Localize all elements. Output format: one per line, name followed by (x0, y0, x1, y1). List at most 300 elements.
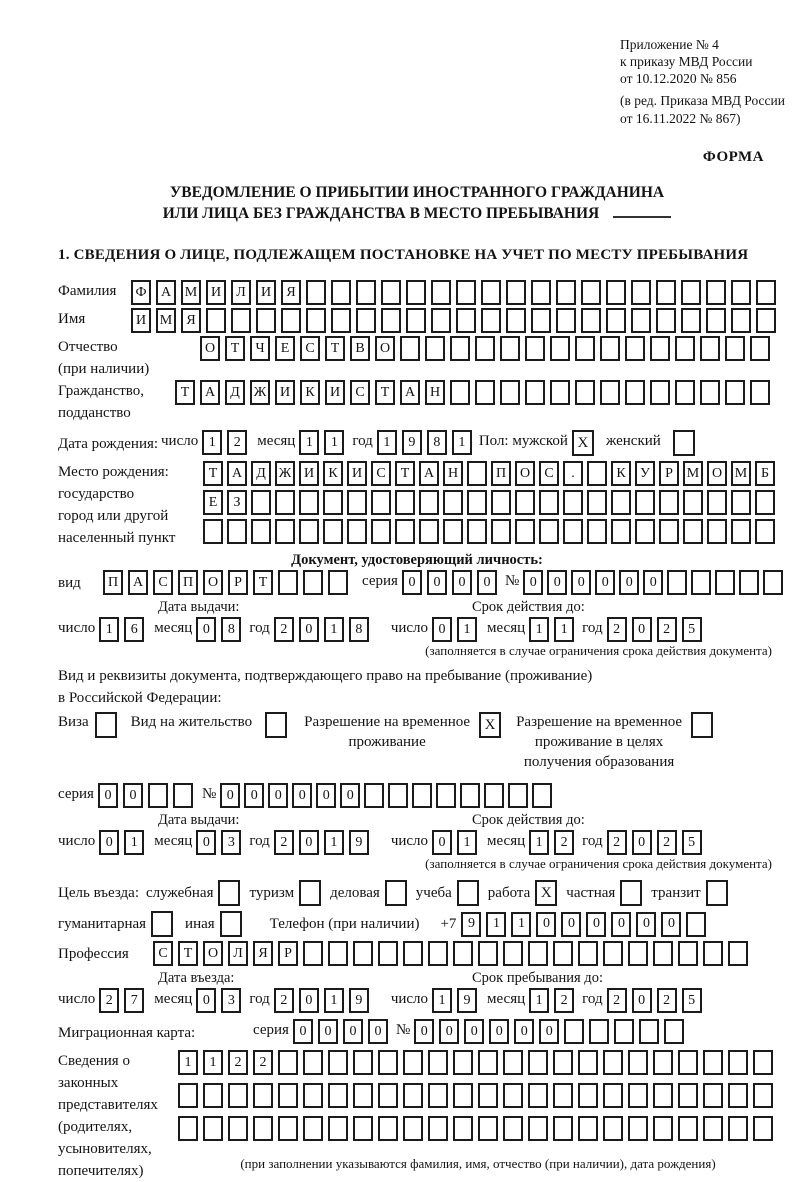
char-box[interactable] (353, 1050, 373, 1075)
char-box[interactable]: 1 (432, 988, 452, 1013)
char-box[interactable] (691, 570, 711, 595)
char-box[interactable]: Д (225, 380, 245, 405)
char-box[interactable] (481, 280, 501, 305)
char-box[interactable] (659, 519, 679, 544)
char-box[interactable] (628, 1116, 648, 1141)
char-box[interactable]: 0 (299, 617, 319, 642)
char-box[interactable] (403, 1083, 423, 1108)
char-box[interactable]: 0 (244, 783, 264, 808)
checkbox-cell[interactable] (95, 712, 117, 738)
char-box[interactable] (678, 1050, 698, 1075)
checkbox-cell[interactable]: X (479, 712, 501, 738)
char-box[interactable]: 2 (228, 1050, 248, 1075)
char-box[interactable]: Т (178, 941, 198, 966)
char-box[interactable] (528, 1083, 548, 1108)
char-box[interactable] (484, 783, 504, 808)
char-box[interactable] (728, 1083, 748, 1108)
char-box[interactable]: 0 (316, 783, 336, 808)
char-box[interactable]: 2 (657, 830, 677, 855)
char-box[interactable]: 1 (324, 617, 344, 642)
char-box[interactable] (628, 941, 648, 966)
checkbox-cell[interactable] (265, 712, 287, 738)
char-box[interactable] (378, 1116, 398, 1141)
char-box[interactable]: 0 (268, 783, 288, 808)
char-box[interactable]: 0 (477, 570, 497, 595)
char-box[interactable] (625, 380, 645, 405)
char-box[interactable] (581, 308, 601, 333)
char-box[interactable] (503, 941, 523, 966)
char-box[interactable] (306, 280, 326, 305)
char-box[interactable] (753, 1083, 773, 1108)
char-box[interactable]: 2 (253, 1050, 273, 1075)
char-box[interactable]: 0 (547, 570, 567, 595)
char-box[interactable] (395, 519, 415, 544)
char-box[interactable]: 9 (349, 988, 369, 1013)
char-box[interactable]: 0 (439, 1019, 459, 1044)
char-box[interactable]: 0 (643, 570, 663, 595)
char-box[interactable]: 1 (452, 430, 472, 455)
char-box[interactable]: 0 (196, 988, 216, 1013)
char-box[interactable]: 0 (661, 912, 681, 937)
char-box[interactable] (203, 1083, 223, 1108)
char-box[interactable] (306, 308, 326, 333)
char-box[interactable] (528, 941, 548, 966)
char-box[interactable] (428, 1083, 448, 1108)
char-box[interactable]: А (227, 461, 247, 486)
char-box[interactable] (650, 336, 670, 361)
char-box[interactable] (491, 519, 511, 544)
char-box[interactable] (481, 308, 501, 333)
char-box[interactable] (431, 280, 451, 305)
char-box[interactable]: 6 (124, 617, 144, 642)
char-box[interactable]: О (203, 570, 223, 595)
char-box[interactable]: 0 (196, 830, 216, 855)
char-box[interactable] (251, 490, 271, 515)
char-box[interactable]: 0 (427, 570, 447, 595)
char-box[interactable] (600, 380, 620, 405)
char-box[interactable]: П (491, 461, 511, 486)
char-box[interactable]: 1 (324, 430, 344, 455)
char-box[interactable] (678, 1116, 698, 1141)
char-box[interactable] (750, 380, 770, 405)
char-box[interactable]: У (635, 461, 655, 486)
char-box[interactable] (203, 1116, 223, 1141)
char-box[interactable]: И (131, 308, 151, 333)
char-box[interactable] (628, 1050, 648, 1075)
char-box[interactable] (303, 1083, 323, 1108)
char-box[interactable]: О (200, 336, 220, 361)
char-box[interactable]: 1 (377, 430, 397, 455)
char-box[interactable]: Т (395, 461, 415, 486)
char-box[interactable]: Т (253, 570, 273, 595)
char-box[interactable]: Л (228, 941, 248, 966)
char-box[interactable]: . (563, 461, 583, 486)
checkbox-cell[interactable] (151, 911, 173, 937)
char-box[interactable]: Р (278, 941, 298, 966)
char-box[interactable] (406, 280, 426, 305)
char-box[interactable] (731, 519, 751, 544)
char-box[interactable] (587, 519, 607, 544)
char-box[interactable]: Р (228, 570, 248, 595)
char-box[interactable]: 1 (529, 830, 549, 855)
char-box[interactable] (631, 280, 651, 305)
char-box[interactable]: 1 (529, 988, 549, 1013)
char-box[interactable]: А (128, 570, 148, 595)
char-box[interactable] (178, 1083, 198, 1108)
char-box[interactable] (706, 308, 726, 333)
checkbox-cell[interactable] (620, 880, 642, 906)
char-box[interactable] (675, 380, 695, 405)
checkbox-cell[interactable] (218, 880, 240, 906)
char-box[interactable] (428, 941, 448, 966)
char-box[interactable] (553, 1050, 573, 1075)
char-box[interactable] (403, 1116, 423, 1141)
char-box[interactable] (478, 1116, 498, 1141)
char-box[interactable]: О (203, 941, 223, 966)
char-box[interactable]: 9 (457, 988, 477, 1013)
char-box[interactable] (275, 490, 295, 515)
char-box[interactable] (475, 380, 495, 405)
char-box[interactable] (453, 1116, 473, 1141)
char-box[interactable] (371, 519, 391, 544)
char-box[interactable] (467, 519, 487, 544)
char-box[interactable] (763, 570, 783, 595)
char-box[interactable] (281, 308, 301, 333)
char-box[interactable] (603, 1083, 623, 1108)
char-box[interactable] (639, 1019, 659, 1044)
char-box[interactable] (381, 308, 401, 333)
char-box[interactable] (653, 1050, 673, 1075)
char-box[interactable] (278, 1116, 298, 1141)
char-box[interactable] (178, 1116, 198, 1141)
char-box[interactable] (578, 1050, 598, 1075)
char-box[interactable] (659, 490, 679, 515)
char-box[interactable] (653, 1116, 673, 1141)
char-box[interactable] (703, 1116, 723, 1141)
char-box[interactable] (606, 308, 626, 333)
char-box[interactable] (664, 1019, 684, 1044)
char-box[interactable] (378, 1050, 398, 1075)
char-box[interactable] (731, 490, 751, 515)
char-box[interactable] (706, 280, 726, 305)
char-box[interactable] (436, 783, 456, 808)
char-box[interactable]: О (375, 336, 395, 361)
char-box[interactable] (625, 336, 645, 361)
char-box[interactable] (356, 308, 376, 333)
char-box[interactable] (331, 308, 351, 333)
char-box[interactable]: 1 (202, 430, 222, 455)
char-box[interactable] (456, 308, 476, 333)
char-box[interactable]: 0 (299, 988, 319, 1013)
char-box[interactable] (148, 783, 168, 808)
char-box[interactable]: К (300, 380, 320, 405)
char-box[interactable]: И (347, 461, 367, 486)
char-box[interactable]: 1 (299, 430, 319, 455)
char-box[interactable]: З (227, 490, 247, 515)
char-box[interactable] (419, 490, 439, 515)
char-box[interactable] (303, 570, 323, 595)
char-box[interactable]: А (419, 461, 439, 486)
char-box[interactable] (403, 1050, 423, 1075)
char-box[interactable] (353, 1116, 373, 1141)
char-box[interactable] (231, 308, 251, 333)
char-box[interactable]: 0 (98, 783, 118, 808)
char-box[interactable] (456, 280, 476, 305)
char-box[interactable]: 0 (632, 617, 652, 642)
char-box[interactable] (728, 1050, 748, 1075)
char-box[interactable] (525, 336, 545, 361)
char-box[interactable]: 0 (632, 988, 652, 1013)
checkbox-cell[interactable]: X (535, 880, 557, 906)
char-box[interactable] (503, 1116, 523, 1141)
char-box[interactable] (253, 1116, 273, 1141)
char-box[interactable]: 0 (343, 1019, 363, 1044)
char-box[interactable] (681, 280, 701, 305)
char-box[interactable] (278, 1083, 298, 1108)
char-box[interactable] (686, 912, 706, 937)
char-box[interactable] (328, 941, 348, 966)
char-box[interactable]: 1 (529, 617, 549, 642)
char-box[interactable]: А (200, 380, 220, 405)
checkbox-cell[interactable] (220, 911, 242, 937)
char-box[interactable] (707, 490, 727, 515)
char-box[interactable] (388, 783, 408, 808)
char-box[interactable]: С (350, 380, 370, 405)
char-box[interactable]: 2 (657, 617, 677, 642)
char-box[interactable]: М (731, 461, 751, 486)
char-box[interactable]: Ж (250, 380, 270, 405)
char-box[interactable] (553, 1083, 573, 1108)
char-box[interactable] (531, 280, 551, 305)
char-box[interactable] (275, 519, 295, 544)
char-box[interactable] (303, 1116, 323, 1141)
char-box[interactable] (700, 336, 720, 361)
char-box[interactable] (460, 783, 480, 808)
char-box[interactable] (750, 336, 770, 361)
char-box[interactable]: С (153, 941, 173, 966)
char-box[interactable]: 2 (99, 988, 119, 1013)
char-box[interactable] (753, 1116, 773, 1141)
char-box[interactable]: Д (251, 461, 271, 486)
char-box[interactable]: Ч (250, 336, 270, 361)
char-box[interactable] (731, 280, 751, 305)
char-box[interactable]: Е (203, 490, 223, 515)
char-box[interactable] (550, 336, 570, 361)
char-box[interactable] (299, 519, 319, 544)
char-box[interactable] (755, 490, 775, 515)
char-box[interactable]: Я (281, 280, 301, 305)
char-box[interactable]: 2 (274, 988, 294, 1013)
char-box[interactable] (611, 519, 631, 544)
char-box[interactable]: 0 (586, 912, 606, 937)
char-box[interactable] (431, 308, 451, 333)
char-box[interactable] (506, 280, 526, 305)
char-box[interactable] (653, 1083, 673, 1108)
char-box[interactable] (578, 941, 598, 966)
char-box[interactable] (553, 941, 573, 966)
char-box[interactable] (683, 490, 703, 515)
char-box[interactable]: О (515, 461, 535, 486)
char-box[interactable] (378, 1083, 398, 1108)
char-box[interactable]: В (350, 336, 370, 361)
char-box[interactable] (453, 1050, 473, 1075)
char-box[interactable]: 1 (511, 912, 531, 937)
char-box[interactable]: 0 (414, 1019, 434, 1044)
char-box[interactable] (587, 461, 607, 486)
char-box[interactable]: 0 (514, 1019, 534, 1044)
char-box[interactable] (467, 490, 487, 515)
char-box[interactable] (450, 380, 470, 405)
char-box[interactable]: 5 (682, 988, 702, 1013)
char-box[interactable]: И (325, 380, 345, 405)
char-box[interactable] (419, 519, 439, 544)
char-box[interactable] (443, 519, 463, 544)
char-box[interactable]: 1 (457, 830, 477, 855)
char-box[interactable]: Е (275, 336, 295, 361)
char-box[interactable] (328, 1083, 348, 1108)
char-box[interactable]: 1 (99, 617, 119, 642)
char-box[interactable] (575, 336, 595, 361)
char-box[interactable] (653, 941, 673, 966)
char-box[interactable]: С (153, 570, 173, 595)
char-box[interactable] (614, 1019, 634, 1044)
char-box[interactable] (453, 941, 473, 966)
char-box[interactable] (575, 380, 595, 405)
char-box[interactable]: 2 (657, 988, 677, 1013)
char-box[interactable] (707, 519, 727, 544)
char-box[interactable] (467, 461, 487, 486)
char-box[interactable] (532, 783, 552, 808)
char-box[interactable] (553, 1116, 573, 1141)
char-box[interactable] (353, 941, 373, 966)
char-box[interactable]: 0 (464, 1019, 484, 1044)
char-box[interactable]: 9 (402, 430, 422, 455)
char-box[interactable] (328, 570, 348, 595)
checkbox-cell[interactable] (385, 880, 407, 906)
char-box[interactable] (667, 570, 687, 595)
char-box[interactable] (631, 308, 651, 333)
char-box[interactable]: Т (225, 336, 245, 361)
char-box[interactable] (515, 490, 535, 515)
char-box[interactable]: 0 (293, 1019, 313, 1044)
char-box[interactable]: П (178, 570, 198, 595)
char-box[interactable]: К (323, 461, 343, 486)
char-box[interactable]: 0 (632, 830, 652, 855)
checkbox-cell[interactable] (457, 880, 479, 906)
char-box[interactable]: С (371, 461, 391, 486)
char-box[interactable] (323, 519, 343, 544)
char-box[interactable]: 0 (561, 912, 581, 937)
char-box[interactable]: 2 (607, 830, 627, 855)
char-box[interactable]: Т (325, 336, 345, 361)
char-box[interactable] (303, 1050, 323, 1075)
char-box[interactable]: Н (443, 461, 463, 486)
char-box[interactable]: 2 (554, 830, 574, 855)
char-box[interactable] (600, 336, 620, 361)
char-box[interactable]: 0 (196, 617, 216, 642)
char-box[interactable] (703, 1050, 723, 1075)
char-box[interactable] (703, 941, 723, 966)
char-box[interactable] (400, 336, 420, 361)
char-box[interactable] (206, 308, 226, 333)
char-box[interactable]: 0 (99, 830, 119, 855)
char-box[interactable] (678, 941, 698, 966)
char-box[interactable] (364, 783, 384, 808)
char-box[interactable]: 8 (427, 430, 447, 455)
char-box[interactable] (531, 308, 551, 333)
char-box[interactable]: 0 (318, 1019, 338, 1044)
char-box[interactable]: Т (375, 380, 395, 405)
char-box[interactable] (550, 380, 570, 405)
char-box[interactable] (683, 519, 703, 544)
char-box[interactable]: 0 (489, 1019, 509, 1044)
char-box[interactable]: Т (203, 461, 223, 486)
checkbox-cell[interactable]: X (572, 430, 594, 456)
char-box[interactable] (331, 280, 351, 305)
char-box[interactable]: 0 (299, 830, 319, 855)
char-box[interactable]: Я (181, 308, 201, 333)
checkbox-cell[interactable] (706, 880, 728, 906)
char-box[interactable]: М (181, 280, 201, 305)
char-box[interactable] (328, 1116, 348, 1141)
char-box[interactable] (725, 336, 745, 361)
char-box[interactable]: С (300, 336, 320, 361)
char-box[interactable]: И (206, 280, 226, 305)
char-box[interactable]: 1 (324, 988, 344, 1013)
char-box[interactable] (556, 308, 576, 333)
char-box[interactable] (347, 490, 367, 515)
char-box[interactable] (371, 490, 391, 515)
char-box[interactable] (603, 1116, 623, 1141)
char-box[interactable]: 0 (432, 830, 452, 855)
char-box[interactable] (728, 1116, 748, 1141)
char-box[interactable]: Ж (275, 461, 295, 486)
char-box[interactable] (478, 1083, 498, 1108)
char-box[interactable] (700, 380, 720, 405)
char-box[interactable] (728, 941, 748, 966)
char-box[interactable] (500, 336, 520, 361)
char-box[interactable]: 0 (571, 570, 591, 595)
char-box[interactable] (508, 783, 528, 808)
char-box[interactable]: 0 (402, 570, 422, 595)
char-box[interactable] (678, 1083, 698, 1108)
char-box[interactable]: К (611, 461, 631, 486)
char-box[interactable]: 0 (368, 1019, 388, 1044)
char-box[interactable] (303, 941, 323, 966)
char-box[interactable]: Т (175, 380, 195, 405)
char-box[interactable]: 1 (457, 617, 477, 642)
char-box[interactable]: 0 (539, 1019, 559, 1044)
char-box[interactable] (515, 519, 535, 544)
char-box[interactable]: 0 (340, 783, 360, 808)
char-box[interactable]: 0 (452, 570, 472, 595)
char-box[interactable] (539, 519, 559, 544)
char-box[interactable]: 8 (221, 617, 241, 642)
char-box[interactable] (587, 490, 607, 515)
char-box[interactable] (563, 490, 583, 515)
char-box[interactable] (323, 490, 343, 515)
checkbox-cell[interactable] (691, 712, 713, 738)
char-box[interactable]: 3 (221, 830, 241, 855)
char-box[interactable]: И (256, 280, 276, 305)
char-box[interactable]: 1 (486, 912, 506, 937)
char-box[interactable] (428, 1116, 448, 1141)
char-box[interactable] (403, 941, 423, 966)
char-box[interactable] (739, 570, 759, 595)
char-box[interactable]: 2 (274, 617, 294, 642)
char-box[interactable]: 0 (220, 783, 240, 808)
char-box[interactable] (556, 280, 576, 305)
